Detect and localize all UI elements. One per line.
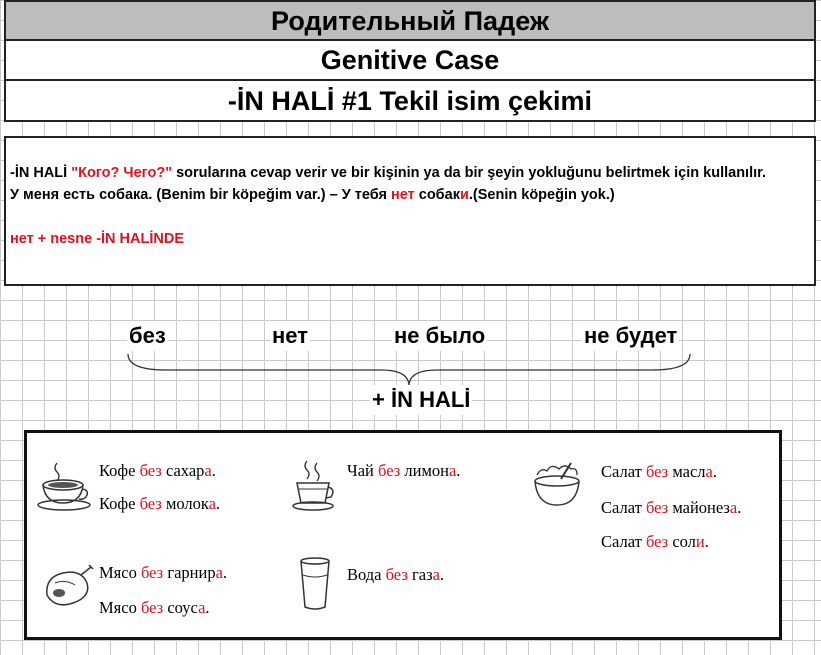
- text-segment: Вода: [347, 565, 386, 584]
- text-segment: соус: [163, 598, 199, 617]
- example-salad-oil: [601, 462, 717, 482]
- spacer: [10, 206, 808, 228]
- red-ending: и: [695, 532, 705, 551]
- text-segment: Салат: [601, 532, 646, 551]
- plus-in-hali-label: + İN HALİ: [370, 385, 472, 415]
- salad-bowl-icon: [531, 461, 585, 511]
- text-segment: Салат: [601, 498, 646, 517]
- text-segment: Салат: [601, 462, 646, 481]
- red-word: без: [645, 462, 669, 481]
- text-segment: .: [456, 461, 461, 480]
- highlight-net: нет: [391, 187, 415, 203]
- page-title-english: Genitive Case: [4, 41, 816, 81]
- water-glass-icon: [295, 557, 335, 613]
- red-word: без: [140, 563, 164, 582]
- text-segment: .: [222, 563, 228, 582]
- text-segment: сахар: [161, 461, 205, 480]
- text-segment: .: [704, 532, 709, 551]
- tea-glass-icon: [289, 459, 339, 511]
- example-water-gas: [347, 565, 444, 585]
- red-ending: а: [705, 462, 713, 481]
- rule-text: нет + nesne -İN HALİNDE: [10, 231, 184, 247]
- word-bez: без: [127, 321, 168, 351]
- example-coffee-milk: [99, 494, 220, 514]
- text-segment: sorularına cevap verir ve bir kişinin ya da bir şeyin yokluğunu belirtmek için kullanılır.: [172, 165, 767, 181]
- red-word: без: [645, 532, 669, 551]
- text-segment: Кофе: [99, 461, 140, 480]
- text-segment: Мясо: [99, 598, 141, 617]
- text-segment: .(Senin köpeğin yok.): [468, 187, 615, 203]
- red-word: без: [140, 598, 164, 617]
- text-segment: молок: [161, 494, 209, 513]
- meat-dish-icon: [41, 563, 97, 613]
- text-segment: майонез: [668, 498, 730, 517]
- text-segment: Мясо: [99, 563, 141, 582]
- coffee-cup-icon: [37, 461, 97, 511]
- page-title-russian: Родительный Падеж: [4, 0, 816, 41]
- text-segment: .: [737, 498, 742, 517]
- text-segment: гарнир: [163, 563, 216, 582]
- text-segment: собак: [414, 187, 460, 203]
- red-word: без: [645, 498, 669, 517]
- page-title-turkish: -İN HALİ #1 Tekil isim çekimi: [4, 81, 816, 122]
- text-segment: газ: [407, 565, 433, 584]
- word-ne-budet: не будет: [582, 321, 679, 351]
- text-segment: .: [211, 461, 216, 480]
- question-words: "Кого? Чего?": [71, 165, 173, 181]
- red-word: без: [378, 461, 401, 480]
- example-meat-garnish: [99, 563, 227, 583]
- example-salad-mayo: [601, 498, 741, 518]
- highlight-ending: и: [459, 187, 469, 203]
- text-segment: Чай: [347, 461, 379, 480]
- red-word: без: [385, 565, 408, 584]
- text-segment: .: [439, 565, 445, 584]
- red-word: без: [139, 461, 162, 480]
- example-tea-lemon: [347, 461, 460, 481]
- text-segment: сол: [668, 532, 696, 551]
- explanation-box: [4, 136, 816, 286]
- red-ending: а: [729, 498, 738, 517]
- curly-brace-icon: [126, 352, 692, 388]
- examples-box: [24, 430, 782, 640]
- word-net: нет: [270, 321, 310, 351]
- text-segment: Кофе: [99, 494, 140, 513]
- example-meat-sauce: [99, 598, 210, 618]
- red-ending: а: [448, 461, 457, 480]
- red-ending: а: [198, 598, 206, 617]
- text-segment: лимон: [400, 461, 449, 480]
- example-coffee-sugar: [99, 461, 216, 481]
- red-ending: а: [208, 494, 216, 513]
- text-segment: масл: [668, 462, 706, 481]
- red-ending: а: [215, 563, 223, 582]
- red-word: без: [139, 494, 162, 513]
- word-ne-bylo: не было: [392, 321, 487, 351]
- example-salad-salt: [601, 532, 709, 552]
- text-segment: .: [205, 598, 210, 617]
- text-segment: .: [216, 494, 221, 513]
- text-segment: -İN HALİ: [10, 165, 72, 181]
- red-ending: а: [204, 461, 212, 480]
- red-ending: а: [432, 565, 440, 584]
- text-segment: .: [712, 462, 717, 481]
- text-segment: У меня есть собака. (Benim bir köpeğim var.) – У тебя: [10, 187, 391, 203]
- explanation-line-1: [10, 162, 808, 184]
- explanation-line-2: [10, 184, 808, 206]
